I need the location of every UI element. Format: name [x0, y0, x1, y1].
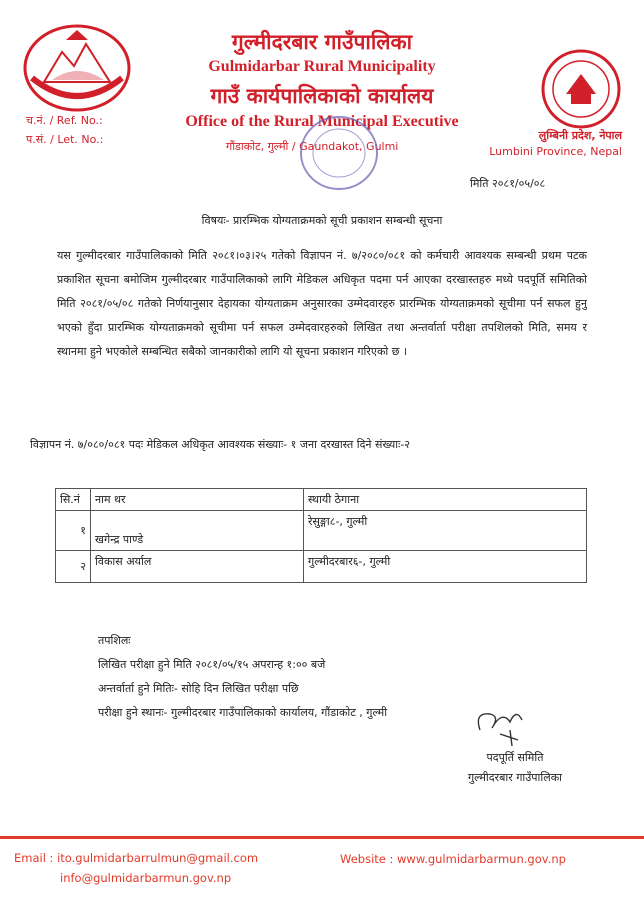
table-cell: गुल्मीदरबार६-, गुल्मी — [304, 551, 587, 583]
vacancy-info: विज्ञापन नं. ७/०८०/०८१ पदः मेडिकल अधिकृत आवश्यक संख्याः- १ जना दरखास्त दिने संख्याः-२ — [30, 438, 411, 451]
office-name-np: गाउँ कार्यपालिकाको कार्यालय — [210, 84, 434, 108]
signatory-committee: पदपूर्ति समिति — [486, 751, 544, 764]
table-header-cell: स्थायी ठेगाना — [304, 489, 587, 511]
signatory-office: गुल्मीदरबार गाउँपालिका — [467, 771, 563, 784]
footer-website[interactable]: Website : www.gulmidarbarmun.gov.np — [340, 852, 566, 866]
table-header-cell: सि.नं — [56, 489, 91, 511]
table-cell: खगेन्द्र पाण्डे — [91, 511, 304, 551]
email-primary[interactable]: Email : ito.gulmidarbarrulmun@gmail.com — [14, 851, 259, 865]
exam-details — [98, 629, 387, 725]
table-cell: २ — [56, 551, 91, 583]
table-cell: १ — [56, 511, 91, 551]
municipality-name-en: Gulmidarbar Rural Municipality — [208, 58, 436, 75]
subject-line: विषयः- प्रारम्भिक योग्यताक्रमको सूची प्रकाशन सम्बन्धी सूचना — [201, 214, 443, 227]
exam-venue: परीक्षा हुने स्थानः- गुल्मीदरबार गाउँपालिकाको कार्यालय, गौंडाकोट , गुल्मी — [98, 706, 388, 719]
table-row — [56, 551, 587, 583]
letter-number-label: प.सं. / Let. No.: — [26, 133, 104, 146]
table-header-row — [56, 489, 587, 511]
municipality-name-np: गुल्मीदरबार गाउँपालिका — [231, 30, 413, 54]
table-cell: रेसुङ्गा८-, गुल्मी — [304, 511, 587, 551]
province-np: लुम्बिनी प्रदेश, नेपाल — [538, 129, 622, 142]
signatory — [440, 748, 590, 788]
province-en: Lumbini Province, Nepal — [489, 145, 622, 158]
interview-date: अन्तर्वार्ता हुने मितिः- सोहि दिन लिखित परीक्षा पछि — [98, 682, 299, 695]
signature-icon — [440, 700, 550, 750]
table-row — [56, 511, 587, 551]
office-name-en: Office of the Rural Municipal Executive — [185, 113, 459, 130]
office-address: गौंडाकोट, गुल्मी / Gaundakot, Gulmi — [226, 140, 399, 153]
letter-date: मिति २०८१/०५/०८ — [470, 177, 546, 190]
details-heading: तपशिलः — [98, 634, 131, 647]
ref-number-label: च.नं. / Ref. No.: — [26, 114, 103, 127]
footer-divider — [0, 836, 644, 839]
written-exam-date: लिखित परीक्षा हुने मिति २०८१/०५/१५ अपरान्ह १:०० बजे — [98, 658, 326, 671]
candidate-table — [55, 488, 587, 583]
email-secondary[interactable]: info@gulmidarbarmun.gov.np — [60, 871, 232, 885]
office-stamp-icon — [296, 112, 382, 194]
table-header-cell: नाम थर — [91, 489, 304, 511]
notice-body: यस गुल्मीदरबार गाउँपालिकाको मिति २०८१।०३।२५ गतेको विज्ञापन नं. ७/२०८०/०८१ को कर्मचारी आवश्यक सम्बन्धी प्रथम पटक प्रकाशित सूचना बमोजिम गुल्मीदरबार गाउँपालिकाको लागि मेडिकल अधिकृत पदमा पर्न आएका दरखास्तहरु मध्ये पदपूर्ति समितिको मिति २०८१/०५/०८ गतेको निर्णयानुसार देहायका योग्यताक्रम अनुसारका उम्मेदवारहरु प्रारम्भिक योग्यताक्रमको सूचीमा पर्न सफल हुनु भएको हुँदा प्रारम्भिक योग्यताक्रमको सूचीमा पर्न सफल उम्मेदवारहरुको लिखित तथा अन्तर्वार्ता परीक्षा तपशिलको मिति, समय र स्थानमा हुने भएकोले सम्बन्धित सबैको जानकारीको लागि यो सूचना प्रकाशन गरिएको छ । — [57, 249, 587, 358]
footer-email — [14, 848, 258, 888]
table-cell: विकास अर्याल — [91, 551, 304, 583]
